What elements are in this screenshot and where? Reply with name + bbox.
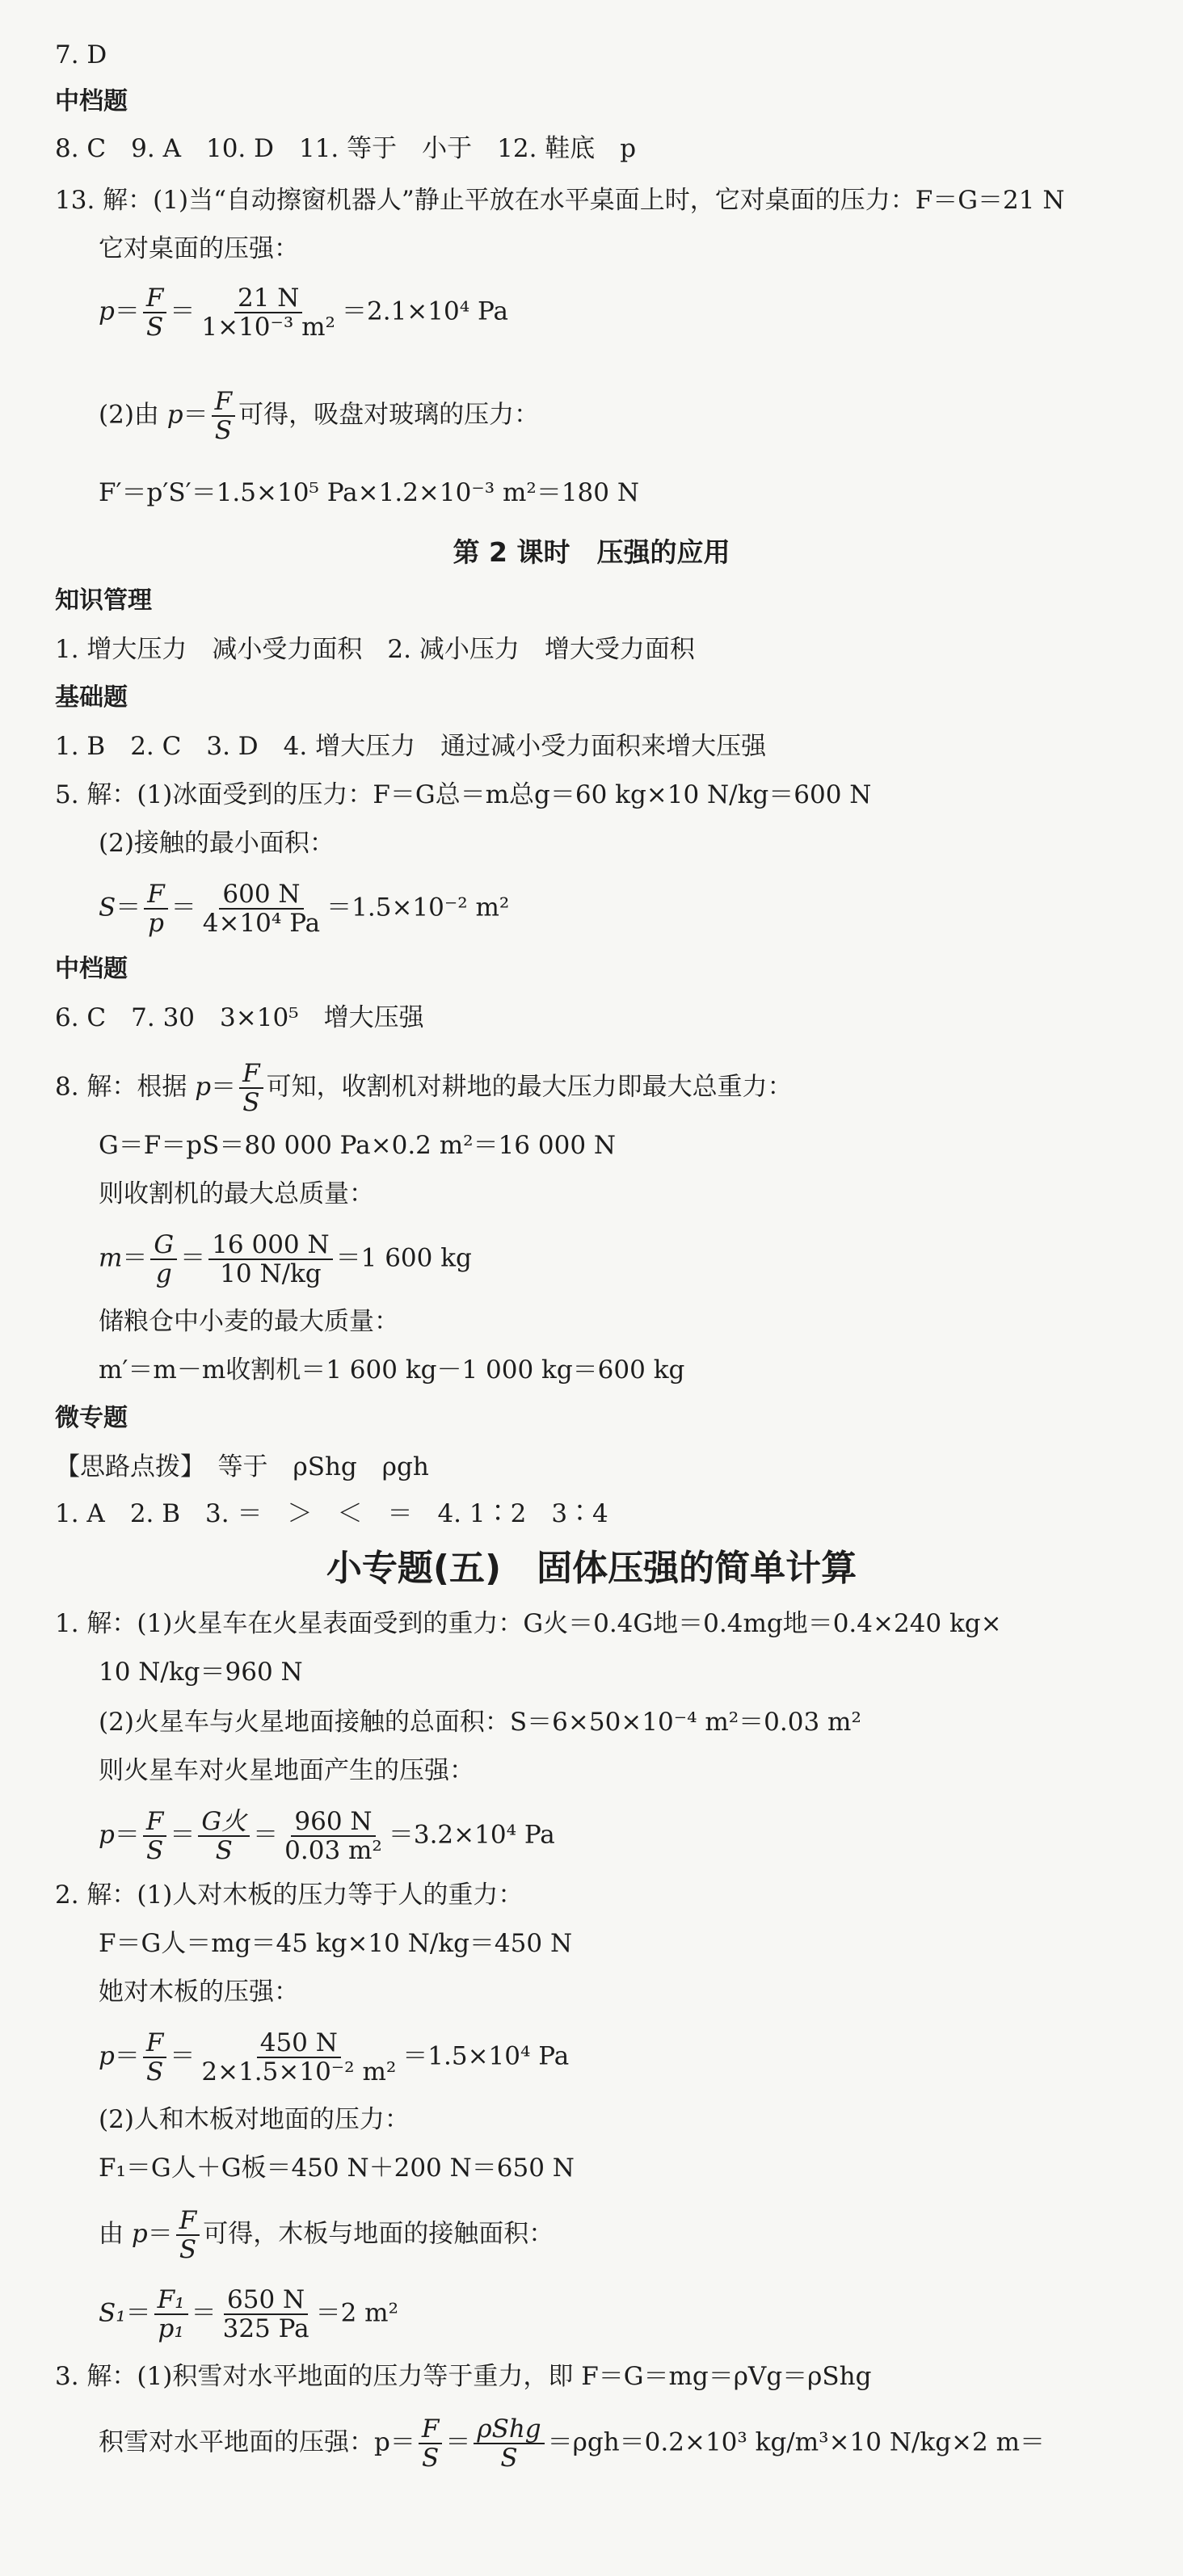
answer-line: 储粮仓中小麦的最大质量： [99,1307,399,1336]
answer-line: 则收割机的最大总质量： [99,1179,374,1208]
formula-line: p＝ $\frac{F}{S}$ ＝ $\frac{21 N}{\text{1×10⁻³ m²}}$ ＝2.1×10⁴ Pa [99,284,508,342]
formula-line: F′＝p′S′＝1.5×10⁵ Pa×1.2×10⁻³ m²＝180 N [99,478,639,507]
fraction: $\frac{960 N}{\text{0.03 m²}}$ [284,1807,382,1865]
answer-line: 它对桌面的压强： [99,234,299,263]
answer-line: 5. 解：(1)冰面受到的压力：F＝G总＝m总g＝60 kg×10 N/kg＝600 N [55,780,872,809]
formula-line: S₁＝ $\frac{\text{F₁}}{\text{p₁}}$ ＝ $\frac{650 N}{325 Pa}$ ＝2 m² [99,2285,398,2343]
fraction: $\frac{600 N}{\text{4×10⁴ Pa}}$ [202,880,321,938]
answer-line: 3. 解：(1)积雪对水平地面的压力等于重力，即 F＝G＝mg＝ρVg＝ρShg [55,2362,872,2391]
answer-line: 2. 解：(1)人对木板的压力等于人的重力： [55,1881,524,1910]
topic-title: 小专题(五) 固体压强的简单计算 [326,1548,857,1589]
answer-line: 6. C 7. 30 3×10⁵ 增大压强 [55,1003,424,1032]
fraction: $\frac{\text{ρShg}}{S}$ [474,2415,544,2472]
answer-line: 1. 增大压力 减小受力面积 2. 减小压力 增大受力面积 [55,635,695,664]
fraction: $\frac{F}{S}$ [176,2207,200,2263]
fraction: $\frac{650 N}{325 Pa}$ [222,2285,309,2343]
formula-line: G＝F＝pS＝80 000 Pa×0.2 m²＝16 000 N [99,1131,617,1160]
formula-line: F₁＝G人＋G板＝450 N＋200 N＝650 N [99,2154,575,2183]
answer-line: (2)人和木板对地面的压力： [99,2105,410,2134]
formula-line: p＝ $\frac{F}{S}$ ＝ $\frac{\text{G火}}{S}$ ＝ $\frac{960 N}{\text{0.03 m²}}$ ＝3.2×10⁴ Pa [99,1807,555,1865]
answer-line: 1. 解：(1)火星车在火星表面受到的重力：G火＝0.4G地＝0.4mg地＝0.4×240 kg× [55,1609,1002,1638]
fraction: $\frac{450 N}{\text{2×1.5×10⁻² m²}}$ [201,2028,397,2086]
answer-line: 1. A 2. B 3. ＝ ＞ ＜ ＝ 4. 1∶2 3∶4 [55,1499,608,1528]
section-heading: 中档题 [55,87,128,116]
fraction: $\frac{\text{G火}}{S}$ [198,1808,250,1864]
fraction: $\frac{21 N}{\text{1×10⁻³ m²}}$ [201,284,335,342]
formula-line: 由 p＝ $\frac{F}{S}$ 可得，木板与地面的接触面积： [99,2206,554,2264]
section-heading: 基础题 [55,683,128,712]
fraction: $\frac{F}{S}$ [143,2029,167,2086]
answer-line: 【思路点拨】 等于 ρShg ρgh [55,1452,429,1481]
lesson-title: 第 2 课时 压强的应用 [453,536,730,568]
fraction: $\frac{F}{S}$ [143,1808,167,1864]
formula-line: 10 N/kg＝960 N [99,1658,303,1687]
fraction: $\frac{G}{g}$ [150,1231,177,1288]
formula-line: F＝G人＝mg＝45 kg×10 N/kg＝450 N [99,1929,573,1958]
section-heading: 知识管理 [55,586,152,615]
answer-line: 则火星车对火星地面产生的压强： [99,1756,474,1785]
formula-line: m′＝m－m收割机＝1 600 kg－1 000 kg＝600 kg [99,1355,685,1385]
formula-line: m＝ $\frac{G}{g}$ ＝ $\frac{16 000 N}{10 N/kg}$ ＝1 600 kg [99,1230,472,1288]
formula-line: 积雪对水平地面的压强：p＝ $\frac{F}{S}$ ＝ $\frac{\text{ρShg}}{S}$ ＝ρgh＝0.2×10³ kg/m³×10 N/kg×2 m＝ [99,2414,1045,2473]
answer-line: 13. 解：(1)当“自动擦窗机器人”静止平放在水平桌面上时，它对桌面的压力：F＝G＝21 N [55,186,1065,215]
fraction: $\frac{F}{S}$ [419,2415,443,2472]
fraction: $\frac{\text{F₁}}{\text{p₁}}$ [154,2286,188,2343]
fraction: $\frac{16 000 N}{10 N/kg}$ [208,1231,332,1288]
answer-line: (2)接触的最小面积： [99,829,335,858]
answer-line: 7. D [55,40,107,69]
formula-line: S＝ $\frac{F}{p}$ ＝ $\frac{600 N}{\text{4×10⁴ Pa}}$ ＝1.5×10⁻² m² [99,880,510,938]
fraction: $\frac{F}{S}$ [212,388,236,444]
formula-line: 8. 解：根据 p＝ $\frac{F}{S}$ 可知，收割机对耕地的最大压力即最大总重力： [55,1059,793,1117]
answer-line: 8. C 9. A 10. D 11. 等于 小于 12. 鞋底 p [55,134,637,163]
fraction: $\frac{F}{S}$ [239,1060,263,1116]
fraction: $\frac{F}{p}$ [144,880,168,937]
section-heading: 微专题 [55,1404,128,1432]
answer-line: 1. B 2. C 3. D 4. 增大压力 通过减小受力面积来增大压强 [55,732,767,761]
answer-line: (2)火星车与火星地面接触的总面积：S＝6×50×10⁻⁴ m²＝0.03 m² [99,1708,861,1737]
formula-line: p＝ $\frac{F}{S}$ ＝ $\frac{450 N}{\text{2×1.5×10⁻² m²}}$ ＝1.5×10⁴ Pa [99,2028,570,2086]
fraction: $\frac{F}{S}$ [143,284,167,341]
section-heading: 中档题 [55,955,128,983]
formula-line: (2)由 p＝ $\frac{F}{S}$ 可得，吸盘对玻璃的压力： [99,387,540,445]
answer-line: 她对木板的压强： [99,1977,299,2007]
